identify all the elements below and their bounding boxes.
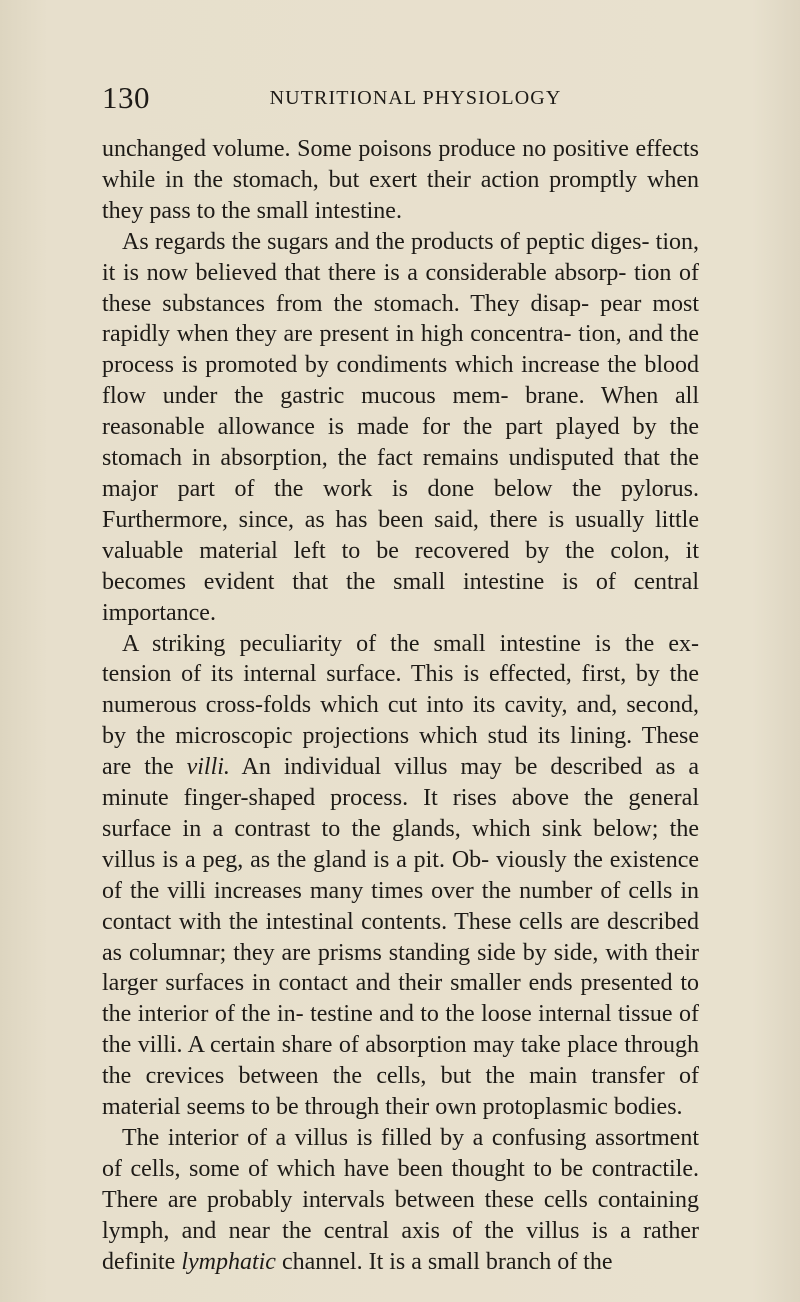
paragraph-4 (102, 1123, 699, 1278)
running-title: NUTRITIONAL PHYSIOLOGY (269, 87, 562, 109)
paragraph-1: unchanged volume. Some poisons produce no positive effects while in the stomach, but exert their action promptly when they pass to the small intestine. (102, 136, 699, 224)
italic-term-lymphatic: lymphatic (181, 1248, 276, 1275)
body-text (102, 134, 699, 1278)
paragraph-2: As regards the sugars and the products of peptic diges- tion, it is now believed that there is a considerable absorp- tion of these substances from the stomach. They disap- pear most rapidly when they are present in high concentra- tion, and the process is promoted by condiments which increase the blood flow under the gastric mucous mem- brane. When all reasonable allowance is made for the part played by the stomach in absorption, the fact remains undisputed that the major part of the work is done below the pylorus. Furthermore, since, as has been said, there is usually little valuable material left to be recovered by the colon, it becomes evident that the small intestine is of central importance. (102, 228, 699, 626)
paragraph-4-text-end: channel. It is a small branch of the (275, 1248, 613, 1275)
paragraph-3 (102, 629, 699, 1124)
paragraph-3-text-end: An individual villus may be described as a minute finger-shaped process. It rises above the general surface in a contrast to the glands, which sink below; the villus is a peg, as the gland is a pit. Ob- viously the existence of the villi increases many times over the number of cells in contact with the intestinal contents. These cells are described as columnar; they are prisms standing side by side, with their larger surfaces in contact and their smaller ends presented to the interior of the in- testine and to the loose internal tissue of the villi. A certain share of absorption may take place through the crevices between the cells, but the main transfer of material seems to be through their own protoplasmic bodies. (102, 754, 699, 1121)
paragraph-3-text-start: A striking peculiarity of the small intestine is the ex- tension of its internal surface. This is effected, first, by the numerous cross-folds which cut into its cavity, and, second, by the microscopic projections which stud its lining. These are the (102, 630, 699, 781)
page-header (102, 78, 699, 118)
paragraph-4-text-start: The interior of a villus is filled by a confusing assortment of cells, some of which have been thought to be contractile. There are probably intervals between these cells containing lymph, and near the central axis of the villus is a rather definite (102, 1125, 699, 1275)
page-number: 130 (102, 80, 150, 115)
italic-term-villi: villi. (186, 754, 230, 781)
